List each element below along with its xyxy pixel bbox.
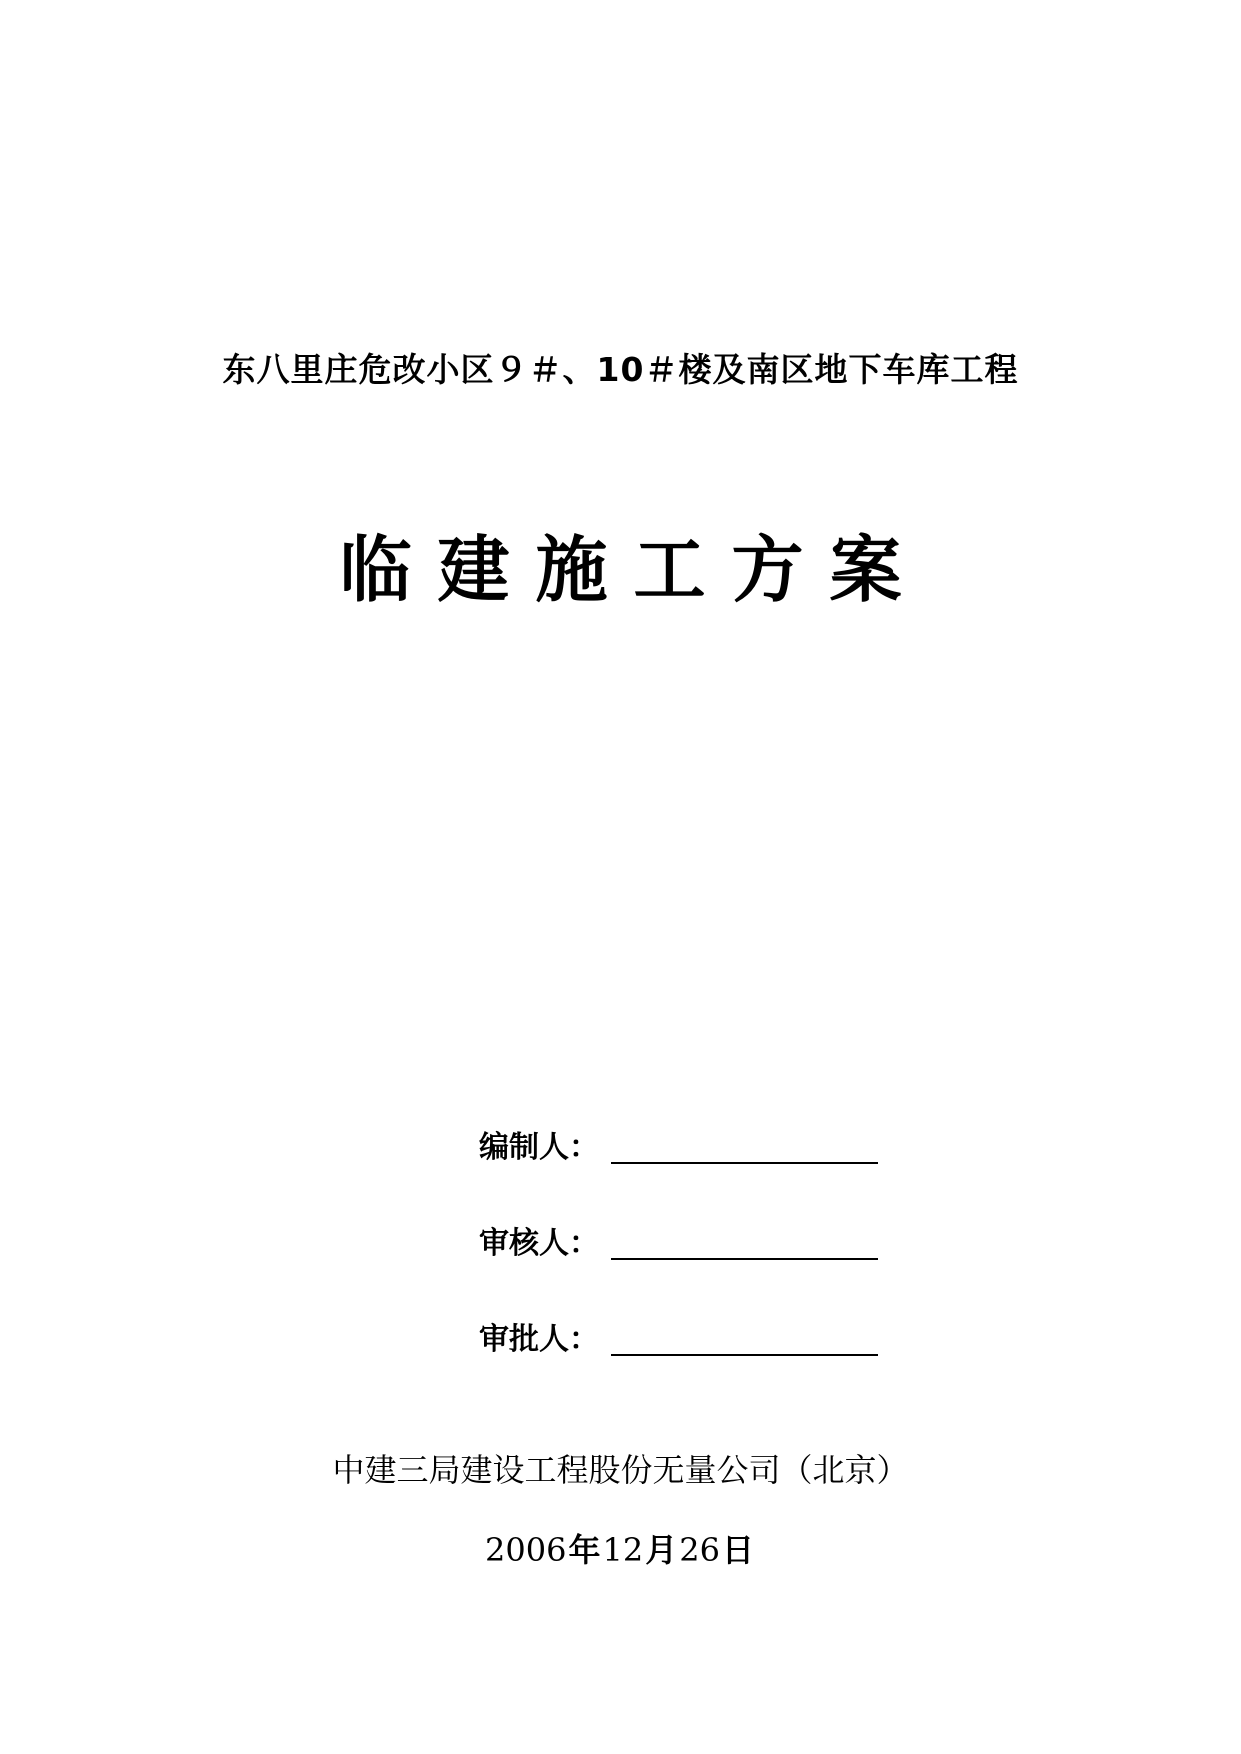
date-day: 26 bbox=[679, 1531, 720, 1569]
approver-signature-row bbox=[479, 1316, 878, 1360]
date-year: 2006 bbox=[485, 1531, 567, 1569]
compiler-signature-line bbox=[611, 1126, 878, 1164]
date-month-unit: 月 bbox=[645, 1531, 678, 1569]
project-title: 东八里庄危改小区９＃、10＃楼及南区地下车库工程 bbox=[222, 350, 1019, 389]
date-month: 12 bbox=[602, 1531, 644, 1569]
approver-label: 审批人： bbox=[479, 1322, 599, 1357]
document-title: 临建施工方案 bbox=[339, 527, 928, 612]
document-date bbox=[0, 1528, 1241, 1572]
compiler-label: 编制人： bbox=[479, 1130, 599, 1165]
compiler-signature-row bbox=[479, 1124, 878, 1168]
date-day-unit: 日 bbox=[721, 1531, 754, 1569]
date-year-unit: 年 bbox=[568, 1531, 601, 1569]
reviewer-label: 审核人： bbox=[479, 1226, 599, 1261]
reviewer-signature-row bbox=[479, 1220, 878, 1264]
approver-signature-line bbox=[611, 1318, 878, 1356]
company-name: 中建三局建设工程股份无量公司（北京） bbox=[332, 1451, 909, 1489]
reviewer-signature-line bbox=[611, 1222, 878, 1260]
